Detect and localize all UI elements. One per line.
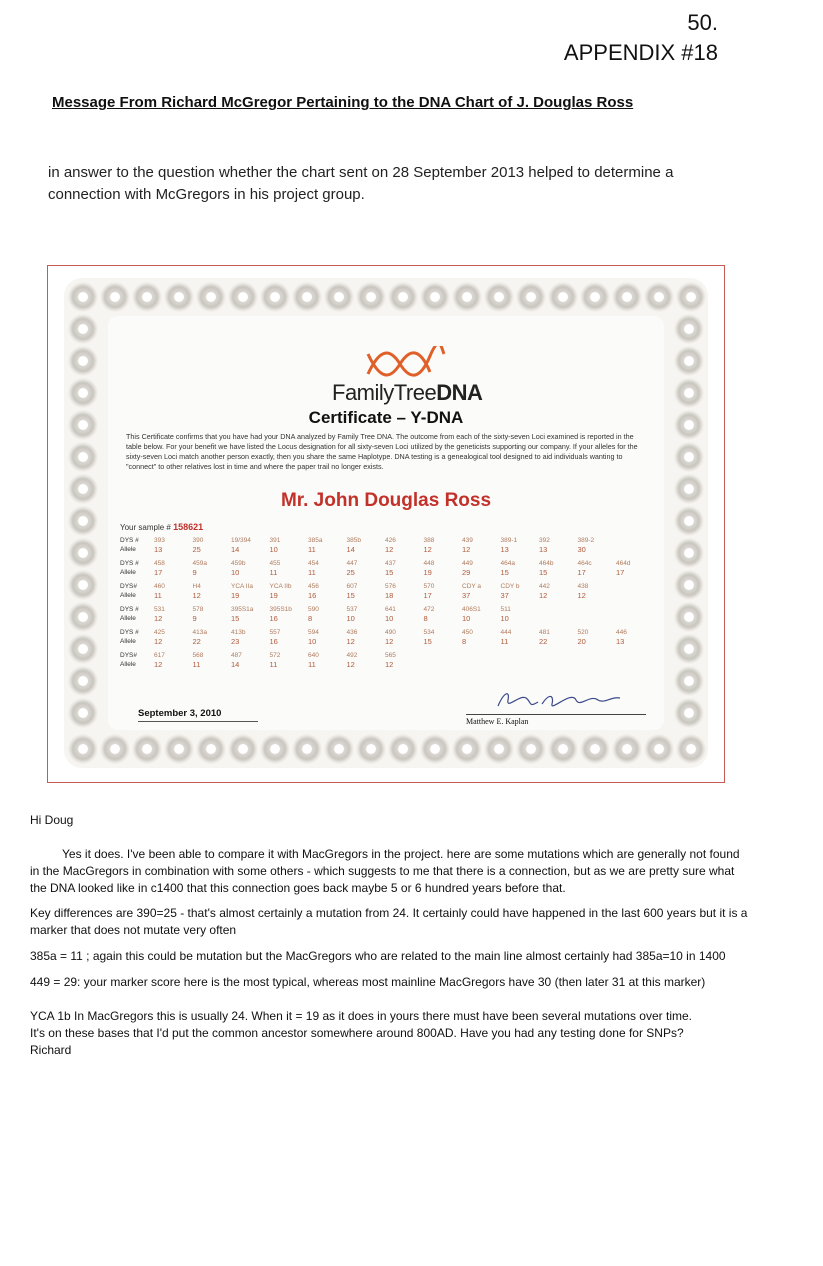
allele-cell: 12 [423,545,432,554]
dys-row-label: DYS # [120,606,139,613]
letter-paragraph: Yes it does. I've been able to compare it with MacGregors in the project. here are some mutations which are generally not found in the MacGregors in combination with some others - which suggests to me that there is a connection, but as we are pretty sure what the DNA looked like in c1400 that this connection goes back maybe 5 or 6 hundred years before that. [30,847,740,895]
allele-cell: 25 [346,568,355,577]
certificate-body [108,316,664,730]
locus-cell: 426 [385,537,396,544]
dys-allele-row [120,591,660,600]
locus-cell: 492 [346,652,358,659]
allele-cell: 12 [539,591,548,600]
dys-allele-row [120,568,660,577]
allele-cell: 17 [154,568,163,577]
allele-cell: 12 [346,637,355,646]
locus-cell: 570 [423,583,435,590]
allele-cell: 16 [308,591,317,600]
allele-cell: 11 [269,568,278,577]
locus-cell: 511 [500,606,511,613]
allele-cell: 11 [192,660,201,669]
allele-cell: 10 [269,545,278,554]
locus-cell: CDY a [462,583,482,590]
locus-cell: 464d [616,560,631,567]
allele-cell: 8 [423,614,428,623]
locus-cell: 444 [500,629,512,636]
letter-signoff: Richard [30,1043,72,1057]
allele-cell: 30 [577,545,586,554]
locus-cell: 450 [462,629,473,636]
dys-allele-table [120,536,660,674]
allele-cell: 14 [231,545,240,554]
allele-cell: 13 [500,545,509,554]
allele-cell: 13 [154,545,163,554]
intro-paragraph: in answer to the question whether the chart sent on 28 September 2013 helped to determine a connection with McGregors in his project group. [48,164,674,203]
allele-cell: 37 [500,591,509,600]
locus-cell: 449 [462,560,473,567]
allele-cell: 15 [385,568,394,577]
locus-cell: 439 [462,537,473,544]
locus-cell: 442 [539,583,550,590]
letter-paragraph: 449 = 29: your marker score here is the most typical, whereas most mainline MacGregors have 30 (then later 31 at this marker) [30,975,706,989]
locus-cell: 446 [616,629,627,636]
locus-cell: 641 [385,606,396,613]
locus-cell: 576 [385,583,396,590]
locus-cell: 640 [308,652,319,659]
letter-paragraph: YCA 1b In MacGregors this is usually 24. When it = 19 as it does in yours there must have been several mutations over time. [30,1009,692,1023]
allele-row-label: Allele [120,661,136,668]
dys-row-block [120,628,660,646]
allele-cell: 16 [269,614,278,623]
locus-cell: 459a [192,560,207,567]
locus-cell: 464a [500,560,515,567]
dna-certificate [47,265,725,783]
locus-cell: 455 [269,560,281,567]
dys-row-block [120,651,660,669]
locus-cell: 490 [385,629,396,636]
dys-row-label: DYS # [120,560,139,567]
allele-cell: 12 [577,591,586,600]
locus-cell: 385a [308,537,323,544]
locus-cell: 568 [192,652,204,659]
allele-cell: 11 [308,660,316,669]
locus-cell: 425 [154,629,165,636]
allele-cell: 15 [539,568,548,577]
allele-cell: 19 [231,591,240,600]
locus-cell: 520 [577,629,589,636]
locus-cell: 436 [346,629,358,636]
allele-cell: 12 [192,591,201,600]
allele-cell: 17 [423,591,432,600]
allele-row-label: Allele [120,592,136,599]
dys-row-label: DYS # [120,629,139,636]
allele-row-label: Allele [120,569,136,576]
locus-cell: 472 [423,606,435,613]
locus-cell: 565 [385,652,396,659]
dys-row-label: DYS # [120,537,139,544]
locus-cell: 393 [154,537,165,544]
allele-cell: 10 [308,637,317,646]
locus-cell: 395S1b [269,606,292,613]
allele-cell: 14 [231,660,240,669]
allele-cell: 10 [346,614,355,623]
locus-cell: 388 [423,537,435,544]
allele-cell: 12 [154,637,163,646]
dys-loci-row [120,628,660,637]
dys-row-label: DYS# [120,583,137,590]
locus-cell: 481 [539,629,550,636]
locus-cell: CDY b [500,583,520,590]
dys-loci-row [120,582,660,591]
allele-cell: 22 [539,637,548,646]
allele-cell: 22 [192,637,201,646]
allele-cell: 11 [308,545,316,554]
locus-cell: 395S1a [231,606,254,613]
locus-cell: 537 [346,606,358,613]
locus-cell: 389-2 [577,537,595,544]
allele-cell: 13 [616,637,625,646]
dys-allele-row [120,614,660,623]
dys-allele-row [120,545,660,554]
locus-cell: 392 [539,537,550,544]
document-title: Message From Richard McGregor Pertaining to the DNA Chart of J. Douglas Ross [52,94,634,111]
allele-cell: 29 [462,568,471,577]
allele-cell: 16 [269,637,278,646]
locus-cell: 607 [346,583,358,590]
allele-row-label: Allele [120,638,136,645]
locus-cell: 464b [539,560,554,567]
locus-cell: 389-1 [500,537,518,544]
allele-cell: 15 [500,568,509,577]
locus-cell: 572 [269,652,281,659]
locus-cell: 557 [269,629,281,636]
dys-loci-row [120,536,660,545]
locus-cell: 406S1 [462,606,481,613]
allele-cell: 11 [269,660,278,669]
dys-row-label: DYS# [120,652,137,659]
sample-number: Your sample # 158621 [120,522,204,532]
locus-cell: 531 [154,606,165,613]
allele-cell: 10 [385,614,394,623]
allele-cell: 19 [423,568,432,577]
dys-allele-row [120,660,660,669]
letter-paragraph: Key differences are 390=25 - that's almost certainly a mutation from 24. It certainly could have happened in the last 600 years but it is a marker that does not mutate very often [30,906,748,937]
locus-cell: 385b [346,537,361,544]
allele-cell: 12 [385,637,394,646]
allele-cell: 11 [500,637,509,646]
allele-cell: 23 [231,637,240,646]
signature-image [480,684,630,716]
locus-cell: 437 [385,560,396,567]
locus-cell: 438 [577,583,589,590]
dna-helix-logo-icon [366,346,446,380]
dys-loci-row [120,605,660,614]
allele-cell: 9 [192,614,197,623]
certificate-description: This Certificate confirms that you have had your DNA analyzed by Family Tree DNA. The outcome from each of the sixty-seven Loci examined is reported in the table below. For your benefit we have listed the Locus designation for all sixty-seven Loci utilized by the geneticists supporting our company. If your alleles for the sixty-seven Loci match another person exactly, then you share the same Haplotype. DNA testing is a genealogical tool designed to aid individuals wanting to "connect" to other relatives lost in time and where the paper trail no longer exists. [126,432,638,471]
certificate-title: Certificate – Y-DNA [308,408,464,427]
allele-cell: 15 [231,614,240,623]
dys-row-block [120,536,660,554]
allele-cell: 15 [346,591,355,600]
locus-cell: 448 [423,560,435,567]
allele-cell: 12 [385,660,394,669]
allele-cell: 13 [539,545,548,554]
locus-cell: YCA IIa [231,583,254,590]
locus-cell: 413a [192,629,207,636]
locus-cell: 456 [308,583,319,590]
allele-cell: 11 [154,591,162,600]
allele-cell: 10 [500,614,509,623]
locus-cell: 578 [192,606,204,613]
allele-cell: 19 [269,591,278,600]
signer-name: Matthew E. Kaplan [466,714,646,726]
locus-cell: 594 [308,629,319,636]
allele-cell: 37 [462,591,471,600]
letter-paragraph: It's on these bases that I'd put the common ancestor somewhere around 800AD. Have you had any testing done for SNPs? [30,1026,684,1040]
page-number: 50. [687,10,718,35]
familytreedna-logo-text: FamilyTreeDNA [332,380,483,405]
allele-row-label: Allele [120,546,136,553]
appendix-label: APPENDIX #18 [563,40,718,65]
locus-cell: 590 [308,606,319,613]
dys-row-block [120,559,660,577]
locus-cell: 454 [308,560,319,567]
locus-cell: 447 [346,560,358,567]
allele-cell: 11 [308,568,316,577]
allele-cell: 14 [346,545,355,554]
allele-cell: 20 [577,637,586,646]
allele-cell: 12 [154,614,163,623]
locus-cell: 487 [231,652,242,659]
allele-cell: 10 [462,614,471,623]
allele-row-label: Allele [120,615,136,622]
allele-cell: 12 [462,545,471,554]
locus-cell: 458 [154,560,165,567]
letter-body [30,812,750,1059]
locus-cell: 413b [231,629,246,636]
allele-cell: 15 [423,637,432,646]
dys-loci-row [120,559,660,568]
locus-cell: 459b [231,560,246,567]
locus-cell: H4 [192,583,201,590]
dys-row-block [120,605,660,623]
allele-cell: 25 [192,545,201,554]
allele-cell: 9 [192,568,197,577]
locus-cell: 617 [154,652,165,659]
allele-cell: 10 [231,568,240,577]
allele-cell: 17 [577,568,586,577]
allele-cell: 12 [154,660,163,669]
allele-cell: 12 [346,660,355,669]
allele-cell: 8 [308,614,313,623]
letter-greeting: Hi Doug [30,813,74,827]
locus-cell: 391 [269,537,281,544]
locus-cell: 19/394 [231,537,251,544]
locus-cell: 534 [423,629,435,636]
locus-cell: 464c [577,560,592,567]
locus-cell: 460 [154,583,165,590]
dys-loci-row [120,651,660,660]
locus-cell: YCA IIb [269,583,292,590]
allele-cell: 8 [462,637,467,646]
dys-row-block [120,582,660,600]
allele-cell: 18 [385,591,394,600]
allele-cell: 12 [385,545,394,554]
certificate-holder-name: Mr. John Douglas Ross [280,490,492,511]
dys-allele-row [120,637,660,646]
certificate-date: September 3, 2010 [138,708,258,722]
locus-cell: 390 [192,537,204,544]
allele-cell: 17 [616,568,625,577]
letter-paragraph: 385a = 11 ; again this could be mutation but the MacGregors who are related to the main line almost certainly had 385a=10 in 1400 [30,949,726,963]
